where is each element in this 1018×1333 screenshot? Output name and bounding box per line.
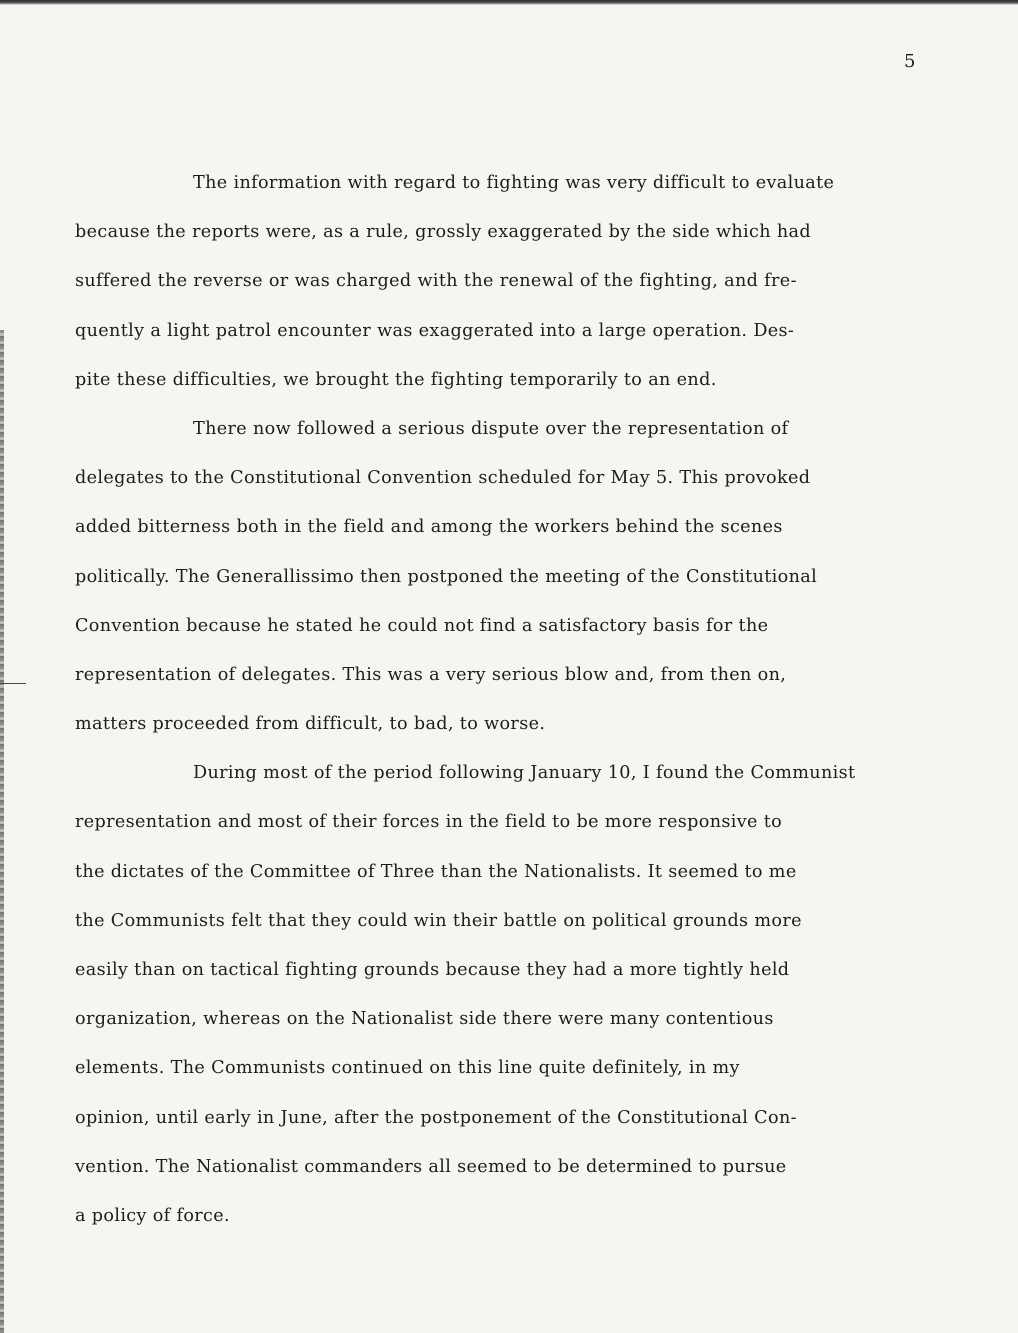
text-line: Convention because he stated he could not find a satisfactory basis for the bbox=[75, 615, 769, 636]
margin-mark bbox=[0, 683, 26, 684]
text-line: a policy of force. bbox=[75, 1205, 230, 1226]
text-line: politically. The Generallissimo then postponed the meeting of the Constitutional bbox=[75, 566, 818, 587]
text-line: suffered the reverse or was charged with the renewal of the fighting, and fre- bbox=[75, 271, 797, 292]
text-line: There now followed a serious dispute over the representation of bbox=[193, 418, 789, 439]
text-line: elements. The Communists continued on this line quite definitely, in my bbox=[75, 1058, 740, 1079]
text-line: opinion, until early in June, after the postponement of the Constitutional Con- bbox=[75, 1107, 797, 1128]
text-line: delegates to the Constitutional Convention scheduled for May 5. This provoked bbox=[75, 468, 811, 489]
text-line: easily than on tactical fighting grounds because they had a more tightly held bbox=[75, 960, 790, 980]
text-line: matters proceeded from difficult, to bad, to worse. bbox=[75, 714, 546, 735]
text-line: the dictates of the Committee of Three than the Nationalists. It seemed to me bbox=[75, 861, 797, 882]
text-line: During most of the period following January 10, I found the Communist bbox=[193, 763, 856, 784]
text-line: because the reports were, as a rule, grossly exaggerated by the side which had bbox=[75, 222, 811, 243]
text-line: organization, whereas on the Nationalist side there were many contentious bbox=[75, 1009, 774, 1030]
text-line: representation and most of their forces in the field to be more responsive to bbox=[75, 812, 783, 833]
text-line: quently a light patrol encounter was exaggerated into a large operation. Des- bbox=[75, 320, 795, 341]
text-line: representation of delegates. This was a very serious blow and, from then on, bbox=[75, 664, 787, 685]
text-line: pite these difficulties, we brought the fighting temporarily to an end. bbox=[75, 369, 717, 390]
page-number: 5 bbox=[904, 51, 916, 72]
body-text bbox=[75, 164, 970, 1246]
scan-left-edge bbox=[0, 330, 4, 1333]
scan-top-edge bbox=[0, 0, 1018, 5]
text-line: vention. The Nationalist commanders all seemed to be determined to pursue bbox=[75, 1156, 787, 1177]
text-line: the Communists felt that they could win their battle on political grounds more bbox=[75, 910, 802, 931]
text-line: added bitterness both in the field and among the workers behind the scenes bbox=[75, 517, 783, 538]
text-line: The information with regard to fighting was very difficult to evaluate bbox=[193, 173, 835, 193]
